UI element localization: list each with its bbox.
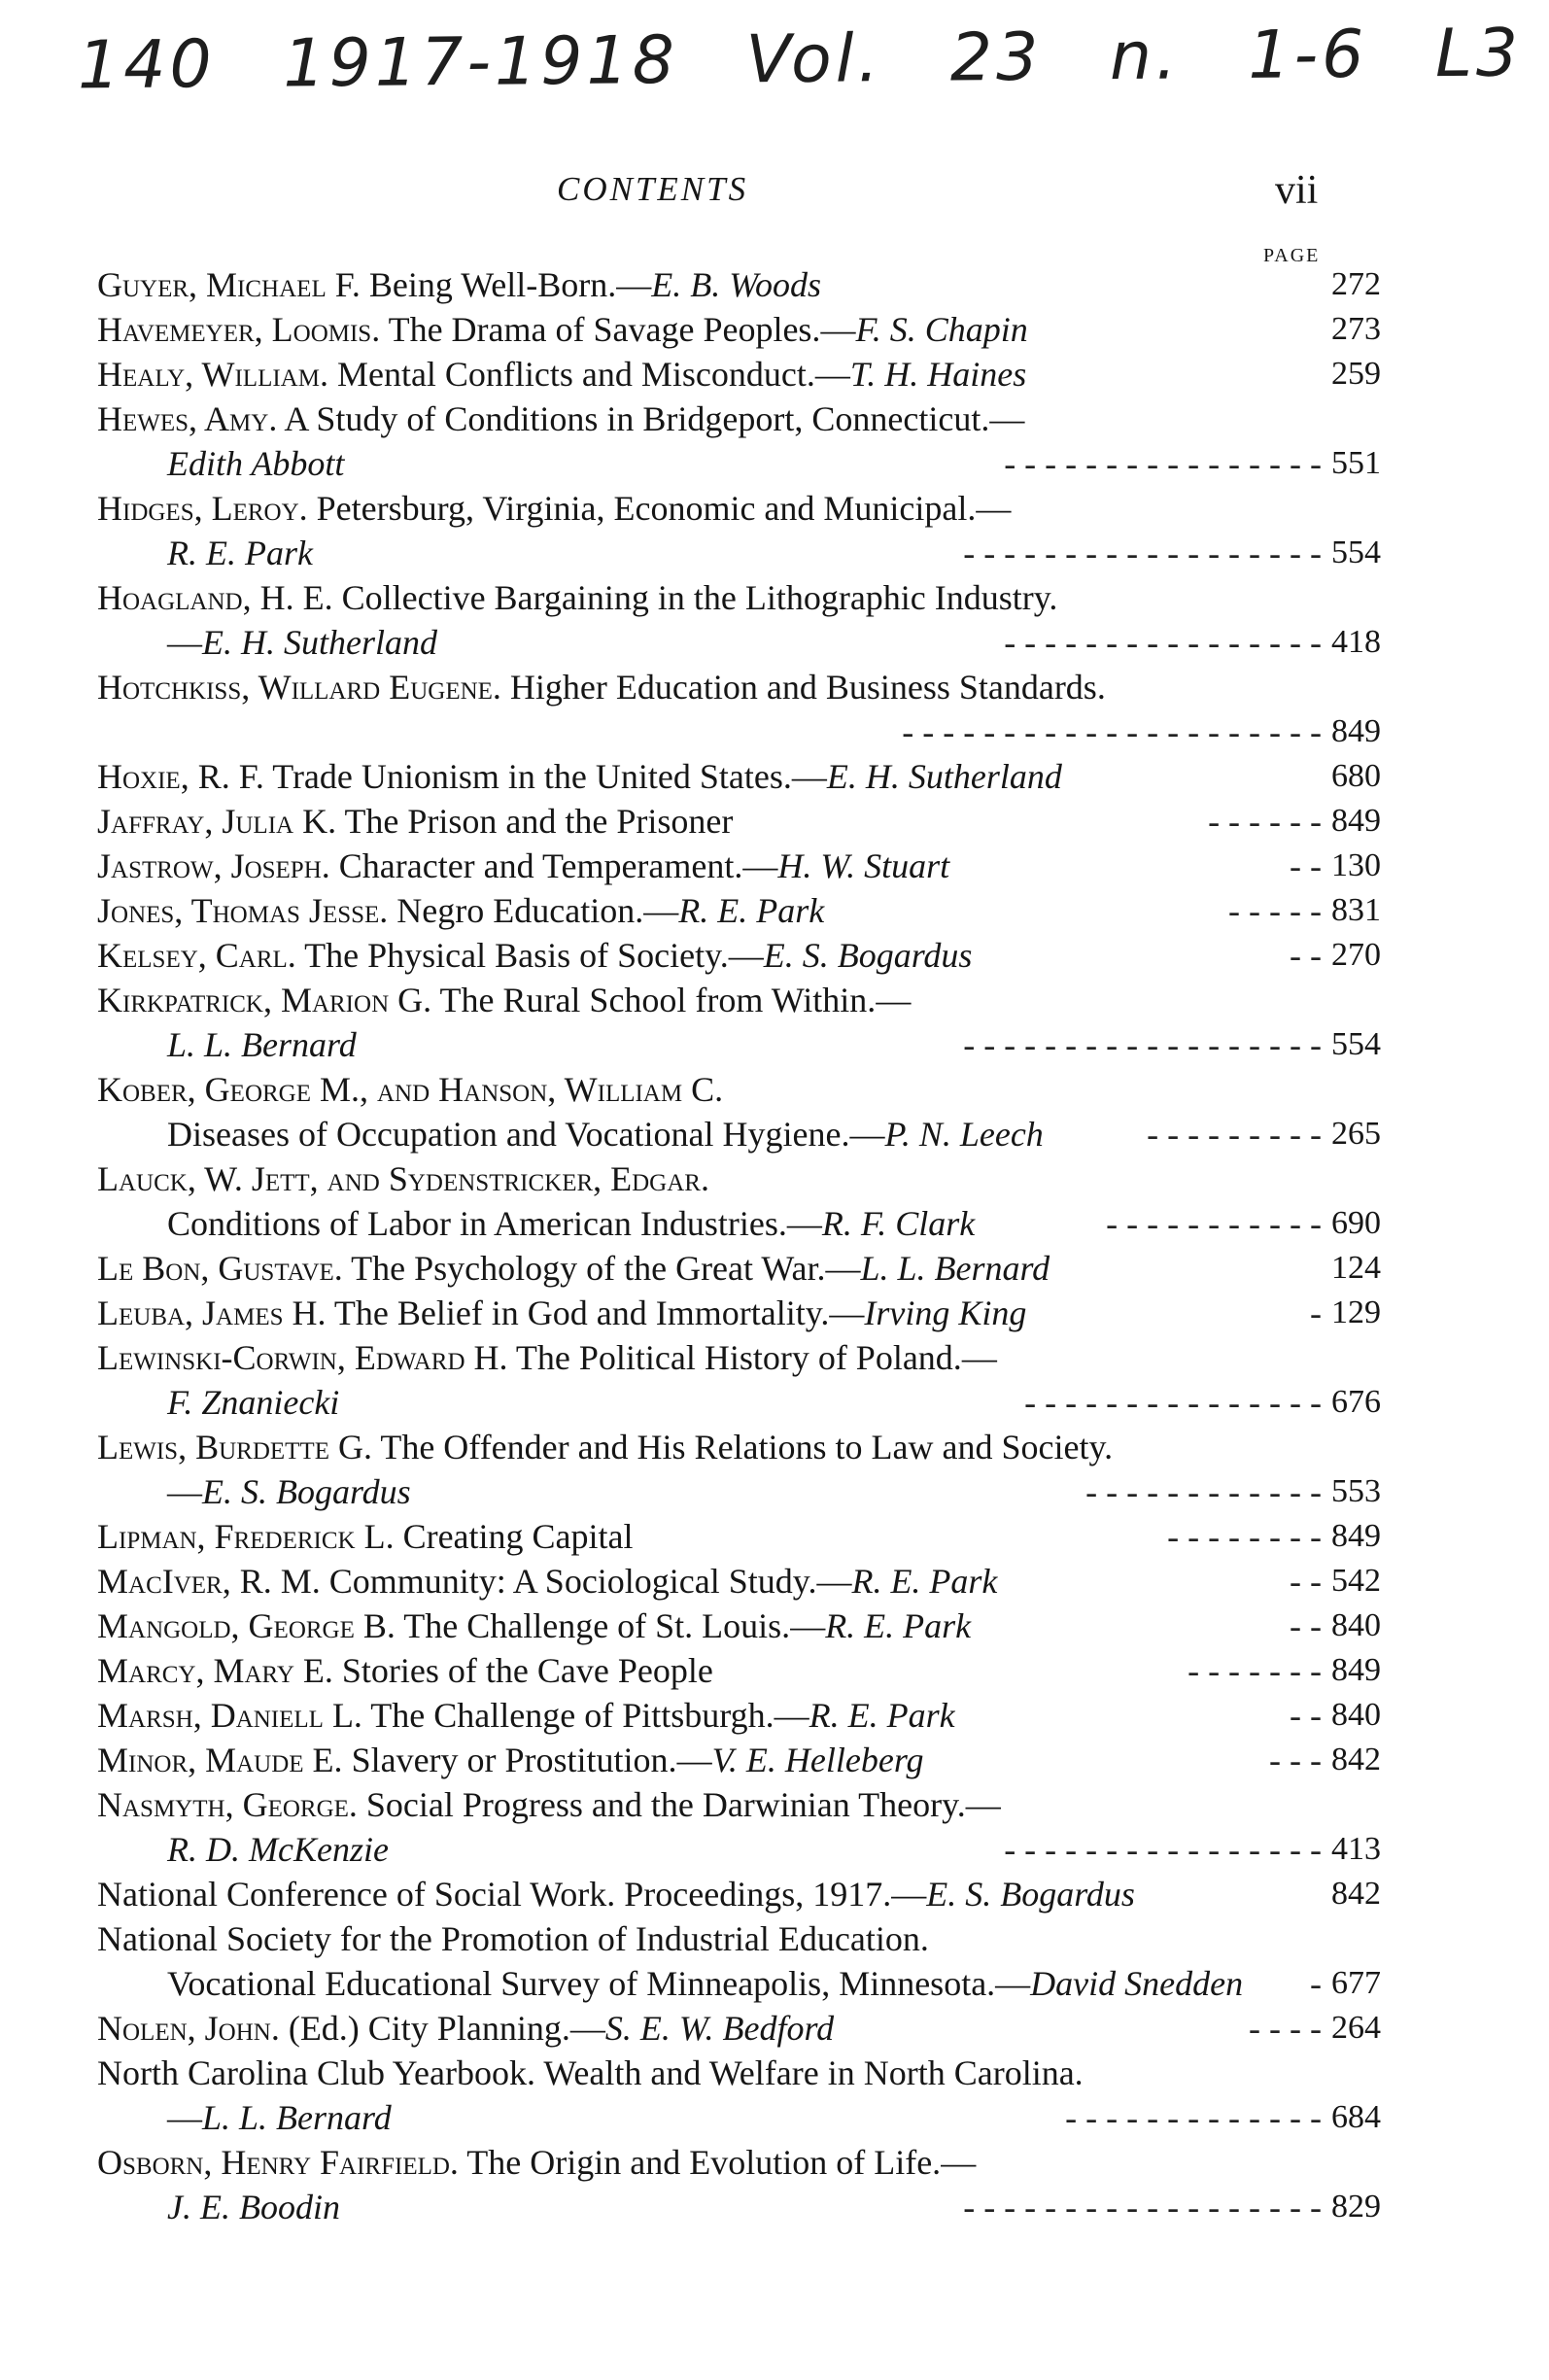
list-item: Hoxie, R. F. Trade Unionism in the United States.—E. H. Sutherland 680 (97, 754, 1322, 799)
list-item: National Conference of Social Work. Proceedings, 1917.—E. S. Bogardus 842 (97, 1872, 1322, 1916)
entry-author: Lipman, Frederick L. (97, 1517, 395, 1556)
entry-reviewer: R. F. Clark (821, 1204, 976, 1243)
entry-author: Lewis, Burdette G. (97, 1428, 372, 1466)
entry-reviewer: R. D. McKenzie (167, 1830, 389, 1869)
entry-title: Slavery or Prostitution. (351, 1741, 677, 1779)
entry-page: 130 (1331, 847, 1381, 883)
entry-author: Lauck, W. Jett, and Sydenstricker, Edgar. (97, 1159, 709, 1198)
entry-author: Jones, Thomas Jesse. (97, 891, 389, 930)
entry-title: The Political History of Poland. (515, 1338, 962, 1377)
page-title: CONTENTS (557, 170, 749, 208)
entry-title: The Psychology of the Great War. (351, 1249, 826, 1288)
entry-page: 690 (1331, 1205, 1381, 1241)
entry-author: Lewinski-Corwin, Edward H. (97, 1338, 508, 1377)
entry-title: The Prison and the Prisoner (344, 802, 734, 841)
entry-reviewer: R. E. Park (825, 1606, 972, 1645)
entry-title: The Challenge of St. Louis. (403, 1606, 791, 1645)
entry-title: Community: A Sociological Study. (328, 1562, 817, 1601)
entry-author: Hoagland, H. E. (97, 578, 333, 617)
entry-author: Hidges, Leroy. (97, 489, 308, 528)
entry-author: National Society for the Promotion of Industrial Education. (97, 1919, 929, 1958)
entry-page: 265 (1331, 1116, 1381, 1152)
entry-title: The Challenge of Pittsburgh. (370, 1696, 774, 1735)
entry-page: 413 (1331, 1831, 1381, 1867)
entry-page: 676 (1331, 1384, 1381, 1420)
entry-author: Nolen, John. (97, 2009, 280, 2048)
entry-page: 680 (1331, 758, 1381, 794)
entry-author: Guyer, Michael F. (97, 265, 361, 304)
entry-reviewer: L. L. Bernard (860, 1249, 1050, 1288)
entry-title: The Drama of Savage Peoples. (388, 310, 821, 349)
entry-page: 842 (1331, 1742, 1381, 1777)
entry-page: 829 (1331, 2189, 1381, 2225)
entry-title: Trade Unionism in the United States. (272, 757, 792, 796)
entry-title: Vocational Educational Survey of Minneapolis, Minnesota. (167, 1964, 996, 2003)
list-item: Kelsey, Carl. The Physical Basis of Society.—E. S. Bogardus - - 270 (97, 933, 1322, 978)
entry-author: MacIver, R. M. (97, 1562, 321, 1601)
list-item: Le Bon, Gustave. The Psychology of the Great War.—L. L. Bernard 124 (97, 1246, 1322, 1291)
entry-reviewer: L. L. Bernard (167, 1025, 357, 1064)
list-item: Nasmyth, George. Social Progress and the Darwinian Theory.— R. D. McKenzie - - - - - - - - - - - - - - - - 413 (97, 1782, 1322, 1872)
entry-reviewer: E. S. Bogardus (926, 1875, 1135, 1914)
entry-author: Jaffray, Julia K. (97, 802, 337, 841)
entry-reviewer: P. N. Leech (884, 1115, 1044, 1154)
entry-reviewer: L. L. Bernard (202, 2098, 392, 2137)
entry-page: 677 (1331, 1965, 1381, 2001)
entry-title: Being Well-Born. (368, 265, 617, 304)
entry-reviewer: E. B. Woods (651, 265, 821, 304)
list-item: Hewes, Amy. A Study of Conditions in Bridgeport, Connecticut.— Edith Abbott - - - - - - - - - - - - - - - - 551 (97, 397, 1322, 486)
entry-author: Minor, Maude E. (97, 1741, 343, 1779)
entry-reviewer: F. Znaniecki (167, 1383, 340, 1422)
list-item: Jaffray, Julia K. The Prison and the Prisoner - - - - - - 849 (97, 799, 1322, 844)
entry-reviewer: T. H. Haines (849, 355, 1027, 394)
list-item: Lauck, W. Jett, and Sydenstricker, Edgar. Conditions of Labor in American Industries.—R. F. Clark - - - - - - - - - - - 690 (97, 1156, 1322, 1246)
entry-author: Leuba, James H. (97, 1293, 327, 1332)
entry-page: 542 (1331, 1563, 1381, 1599)
list-item: North Carolina Club Yearbook. Wealth and Welfare in North Carolina. —L. L. Bernard - - - - - - - - - - - - - 684 (97, 2051, 1322, 2140)
entry-reviewer: David Snedden (1030, 1964, 1244, 2003)
entry-reviewer: R. E. Park (167, 534, 313, 572)
entry-title: Mental Conflicts and Misconduct. (336, 355, 815, 394)
entry-title: Proceedings, 1917. (624, 1875, 892, 1914)
entry-title: Conditions of Labor in American Industries. (167, 1204, 787, 1243)
entry-reviewer: Edith Abbott (167, 444, 345, 483)
list-item: Mangold, George B. The Challenge of St. Louis.—R. E. Park - - 840 (97, 1604, 1322, 1648)
entry-reviewer: E. H. Sutherland (826, 757, 1062, 796)
list-item: Hotchkiss, Willard Eugene. Higher Education and Business Standards. - - - - - - - - - - - - - - - - - - - - - 849 (97, 665, 1322, 754)
entry-author: Havemeyer, Loomis. (97, 310, 381, 349)
entry-page: 553 (1331, 1473, 1381, 1509)
entry-reviewer: R. E. Park (678, 891, 825, 930)
list-item: Hidges, Leroy. Petersburg, Virginia, Economic and Municipal.— R. E. Park - - - - - - - - - - - - - - - - - - 554 (97, 486, 1322, 575)
entry-title: The Belief in God and Immortality. (333, 1293, 830, 1332)
entry-title: Wealth and Welfare in North Carolina. (543, 2053, 1084, 2092)
entry-reviewer: E. S. Bogardus (763, 936, 973, 975)
entry-title: (Ed.) City Planning. (288, 2009, 570, 2048)
handwritten-annotation: 140 1917-1918 Vol. 23 n. 1-6 L3 (77, 15, 1523, 105)
entry-title: The Origin and Evolution of Life. (466, 2143, 942, 2182)
contents-list (97, 262, 1381, 2229)
list-item: Havemeyer, Loomis. The Drama of Savage Peoples.—F. S. Chapin 273 (97, 307, 1322, 352)
entry-author: Kirkpatrick, Marion G. (97, 981, 432, 1019)
entry-title: Negro Education. (396, 891, 644, 930)
entry-page: 849 (1331, 1652, 1381, 1688)
list-item: Lewinski-Corwin, Edward H. The Political History of Poland.— F. Znaniecki - - - - - - - - - - - - - - - 676 (97, 1335, 1322, 1425)
list-item: National Society for the Promotion of Industrial Education. Vocational Educational Survey of Minneapolis, Minnesota.—David Snedden - 677 (97, 1916, 1322, 2006)
entry-page: 849 (1331, 803, 1381, 839)
entry-title: Higher Education and Business Standards. (509, 668, 1106, 707)
entry-reviewer: R. E. Park (851, 1562, 998, 1601)
entry-page: 129 (1331, 1294, 1381, 1330)
entry-reviewer: V. E. Helleberg (711, 1741, 924, 1779)
entry-title: The Offender and His Relations to Law and Society. (380, 1428, 1114, 1466)
list-item: Marcy, Mary E. Stories of the Cave People - - - - - - - 849 (97, 1648, 1322, 1693)
entry-author: Kober, George M., and Hanson, William C. (97, 1070, 724, 1109)
entry-author: Marcy, Mary E. (97, 1651, 333, 1690)
list-item: Jones, Thomas Jesse. Negro Education.—R. E. Park - - - - - 831 (97, 888, 1322, 933)
list-item: Kirkpatrick, Marion G. The Rural School from Within.— L. L. Bernard - - - - - - - - - - - - - - - - - - 554 (97, 978, 1322, 1067)
entry-reviewer: F. S. Chapin (855, 310, 1028, 349)
entry-title: Creating Capital (402, 1517, 634, 1556)
list-item: Jastrow, Joseph. Character and Temperament.—H. W. Stuart - - 130 (97, 844, 1322, 888)
entry-page: 272 (1331, 266, 1381, 302)
entry-author: Hoxie, R. F. (97, 757, 264, 796)
entry-title: Character and Temperament. (338, 846, 743, 885)
entry-page: 554 (1331, 1026, 1381, 1062)
entry-author: Osborn, Henry Fairfield. (97, 2143, 459, 2182)
entry-title: Social Progress and the Darwinian Theory. (365, 1785, 966, 1824)
list-item: Osborn, Henry Fairfield. The Origin and Evolution of Life.— J. E. Boodin - - - - - - - - - - - - - - - - - - 829 (97, 2140, 1322, 2229)
list-item: MacIver, R. M. Community: A Sociological Study.—R. E. Park - - 542 (97, 1559, 1322, 1604)
entry-reviewer: S. E. W. Bedford (604, 2009, 835, 2048)
entry-page: 270 (1331, 937, 1381, 973)
list-item: Leuba, James H. The Belief in God and Immortality.—Irving King - 129 (97, 1291, 1322, 1335)
entry-author: Kelsey, Carl. (97, 936, 296, 975)
entry-page: 273 (1331, 311, 1381, 347)
entry-page: 264 (1331, 2010, 1381, 2046)
entry-page: 418 (1331, 624, 1381, 660)
entry-reviewer: R. E. Park (809, 1696, 955, 1735)
entry-author: North Carolina Club Yearbook. (97, 2053, 535, 2092)
entry-page: 840 (1331, 1697, 1381, 1733)
entry-author: Mangold, George B. (97, 1606, 396, 1645)
entry-author: Hewes, Amy. (97, 399, 278, 438)
page-column-label: PAGE (1263, 245, 1321, 266)
entry-page: 551 (1331, 445, 1381, 481)
entry-page: 259 (1331, 356, 1381, 392)
entry-page: 849 (1331, 1518, 1381, 1554)
entry-page: 554 (1331, 535, 1381, 570)
entry-reviewer: J. E. Boodin (167, 2188, 340, 2226)
entry-page: 849 (1331, 713, 1381, 749)
entry-author: Marsh, Daniell L. (97, 1696, 362, 1735)
entry-title: The Physical Basis of Society. (304, 936, 729, 975)
entry-author: National Conference of Social Work. (97, 1875, 616, 1914)
list-item: Hoagland, H. E. Collective Bargaining in the Lithographic Industry. —E. H. Sutherland - - - - - - - - - - - - - - - - 418 (97, 575, 1322, 665)
entry-title: Collective Bargaining in the Lithographic Industry. (341, 578, 1058, 617)
entry-reviewer: Irving King (864, 1293, 1027, 1332)
list-item: Guyer, Michael F. Being Well-Born.—E. B. Woods 272 (97, 262, 1322, 307)
list-item: Healy, William. Mental Conflicts and Misconduct.—T. H. Haines 259 (97, 352, 1322, 397)
entry-reviewer: H. W. Stuart (777, 846, 950, 885)
page-folio: vii (1275, 168, 1319, 213)
entry-page: 124 (1331, 1250, 1381, 1286)
entry-reviewer: E. S. Bogardus (202, 1472, 411, 1511)
entry-page: 840 (1331, 1607, 1381, 1643)
entry-reviewer: E. H. Sutherland (202, 623, 437, 662)
entry-page: 831 (1331, 892, 1381, 928)
entry-page: 684 (1331, 2099, 1381, 2135)
entry-author: Nasmyth, George. (97, 1785, 358, 1824)
entry-author: Jastrow, Joseph. (97, 846, 330, 885)
entry-title: Diseases of Occupation and Vocational Hygiene. (167, 1115, 850, 1154)
list-item: Lewis, Burdette G. The Offender and His Relations to Law and Society. —E. S. Bogardus - - - - - - - - - - - - 553 (97, 1425, 1322, 1514)
list-item: Kober, George M., and Hanson, William C. Diseases of Occupation and Vocational Hygiene.—P. N. Leech - - - - - - - - - 265 (97, 1067, 1322, 1156)
entry-title: Stories of the Cave People (341, 1651, 713, 1690)
entry-title: A Study of Conditions in Bridgeport, Connecticut. (284, 399, 990, 438)
entry-author: Le Bon, Gustave. (97, 1249, 343, 1288)
entry-title: Petersburg, Virginia, Economic and Municipal. (316, 489, 977, 528)
list-item: Marsh, Daniell L. The Challenge of Pittsburgh.—R. E. Park - - 840 (97, 1693, 1322, 1738)
list-item: Minor, Maude E. Slavery or Prostitution.—V. E. Helleberg - - - 842 (97, 1738, 1322, 1782)
list-item: Lipman, Frederick L. Creating Capital - - - - - - - - 849 (97, 1514, 1322, 1559)
entry-author: Hotchkiss, Willard Eugene. (97, 668, 501, 707)
entry-page: 842 (1331, 1876, 1381, 1912)
list-item: Nolen, John. (Ed.) City Planning.—S. E. W. Bedford - - - - 264 (97, 2006, 1322, 2051)
entry-author: Healy, William. (97, 355, 328, 394)
entry-title: The Rural School from Within. (439, 981, 877, 1019)
